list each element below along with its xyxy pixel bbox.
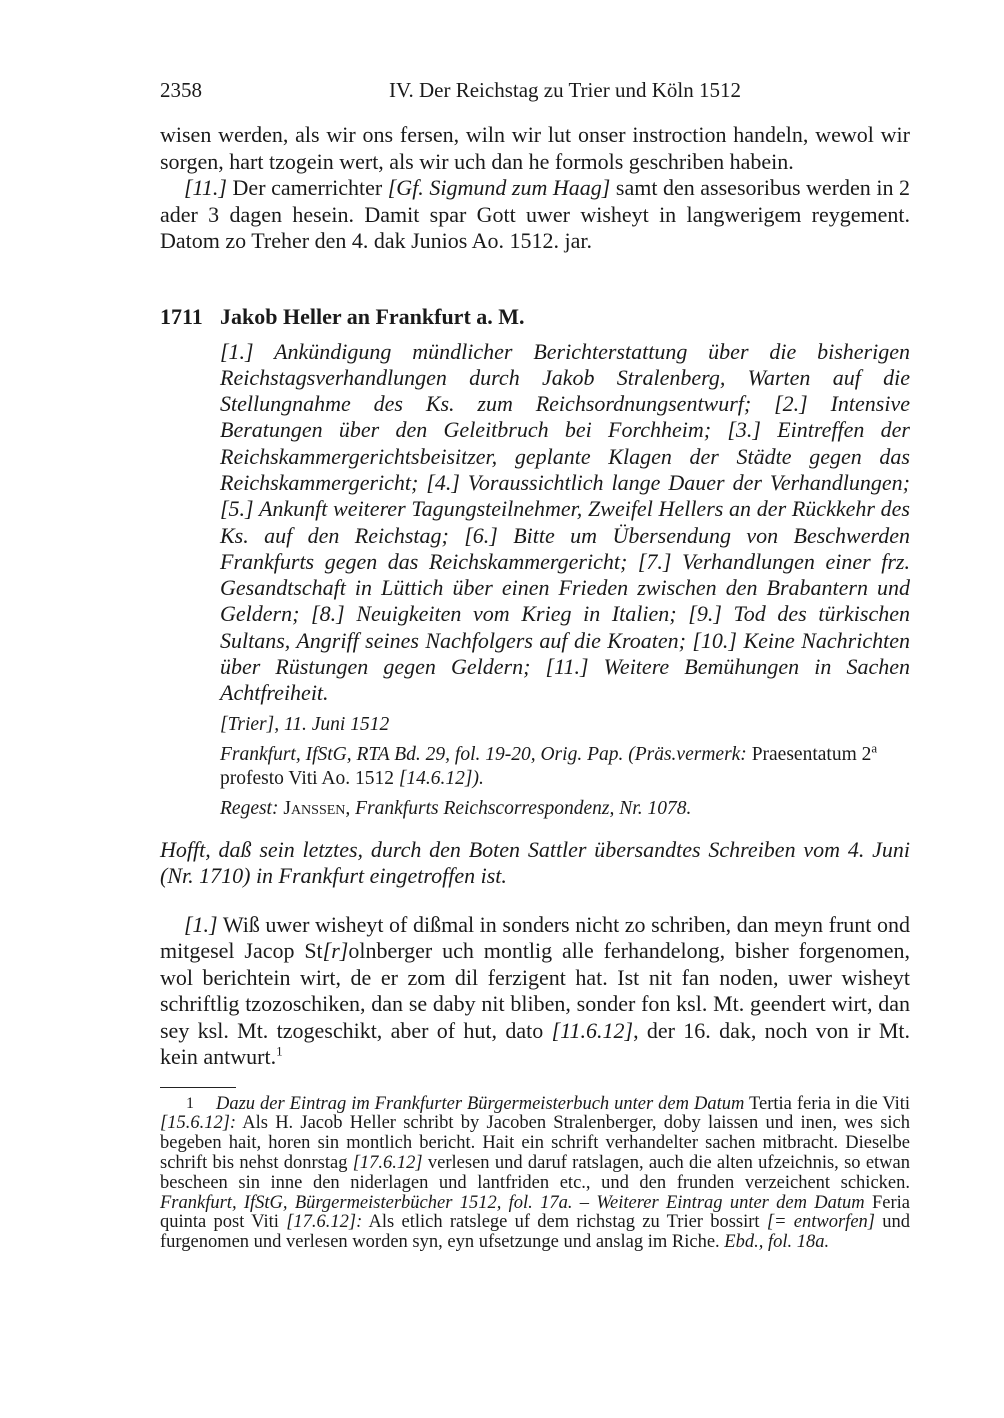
continuation-paragraph-1 (160, 122, 910, 175)
editorial-date: [11.6.12] (551, 1017, 634, 1043)
text-segment: olnberger uch montlig alle ferhandelong, bisher forgenomen, wol berichtein wirt, de er zom dil ferzigent hat. Ist nit fan noden, uwer wisheyt schriftlig tzozoschiken, dan se daby nit bliben, sonder fon ksl. Mt. geendert wirt, dan sey ksl. Mt. tzogeschikt, aber of hut, dato (160, 938, 910, 1043)
document-heading (160, 303, 910, 331)
footnote-italic: [= entworfen] (766, 1212, 875, 1233)
page-number: 2358 (160, 78, 202, 102)
editorial-note: [Gf. Sigmund zum Haag] (387, 175, 611, 200)
footnote-italic: Ebd., fol. 18a. (724, 1232, 830, 1253)
page (160, 78, 910, 1253)
footnote-italic: [17.6.12] (352, 1153, 423, 1174)
running-head (160, 78, 910, 108)
editorial-note: [r] (322, 938, 349, 964)
footnote-italic: Dazu der Eintrag im Frankfurter Bürgermeisterbuch unter dem Datum (216, 1093, 745, 1114)
document-date: [Trier], 11. Juni 1512 (220, 713, 390, 735)
footnote-reference: 1 (276, 1043, 283, 1059)
continuation-paragraph-2 (160, 175, 910, 255)
regest-label: Regest: (220, 797, 279, 819)
document-number: 1711 (160, 303, 203, 329)
source-note (220, 740, 910, 791)
regest-reference (220, 797, 910, 821)
source-text: Praesentatum 2 (746, 743, 872, 765)
footnote-text: Tertia feria in die Viti (744, 1093, 910, 1114)
regest-summary: [1.] Ankündigung mündlicher Berichterstattung über die bisherigen Reichstagsverhandlungen durch Jakob Stralenberg, Warten auf die Stellungnahme des Ks. zum Reichsordnungsentwurf; [2.] Intensive Beratungen über den Geleitbruch bei Forchheim; [3.] Eintreffen der Reichskammergerichtsbeisitzer, geplante Klagen der Städte gegen das Reichskammergericht; [4.] Voraussichtlich lange Dauer der Verhandlungen; [5.] Ankunft weiterer Tagungsteilnehmer, Zweifel Hellers an der Rückkehr des Ks. auf den Reichstag; [6.] Bitte um Übersendung von Beschwerden Frankfurts gegen das Reichskammergericht; [7.] Verhandlungen einer frz. Gesandtschaft in Lüttich über einen Frieden zwischen den Brabantern und Geldern; [8.] Neuigkeiten vom Krieg in Italien; [9.] Tod des türkischen Sultans, Angriff seines Nachfolgers auf die Kroaten; [10.] Keine Nachrichten über Rüstungen gegen Geldern; [11.] Weitere Bemühungen in Sachen Achtfreiheit. (220, 338, 910, 706)
footnote-italic: [15.6.12]: (160, 1113, 237, 1134)
footnote-text: Als H. Jacob Heller schribt by Jacoben Stralenberger, doby laissen und inen, wes sich begeben hait, horen sin montlich bericht. Hait ein schrift verhandelter sachen mitbracht. Dieselbe schrift bis nehst donrstag (160, 1113, 910, 1174)
running-title: IV. Der Reichstag zu Trier und Köln 1512 (389, 78, 741, 102)
footnote-italic: [17.6.12]: (286, 1212, 363, 1233)
footnote-text: verlesen und daruf ratslagen, auch die alten ufzeichnis, so etwan bescheen sin inne den niderlagen und lantfriden etc., und den frunden verzeichent schicken. (160, 1153, 910, 1193)
document-title: Jakob Heller an Frankfurt a. M. (220, 303, 525, 329)
regest-author: Janssen (278, 797, 346, 819)
regest-work: , Frankfurts Reichscorrespondenz, Nr. 1078. (345, 797, 692, 819)
source-archive: Frankfurt, IfStG, RTA Bd. 29, fol. 19-20, Orig. Pap. (Präs.vermerk: (220, 743, 747, 765)
paragraph-marker: [11.] (184, 175, 227, 200)
source-superscript: a (871, 740, 878, 756)
source-date: [14.6.12]). (398, 767, 484, 789)
paragraph-marker: [1.] (184, 911, 218, 937)
continuation-text: wisen werden, als wir ons fersen, wiln wir lut onser instroction handeln, wewol wir sorgen, hart tzogein wert, als wir uch dan he formols geschriben habein. (160, 122, 910, 174)
main-paragraph (160, 912, 910, 1071)
footnote-1 (160, 1094, 910, 1253)
text-segment: samt den assesoribus werden in 2 ader 3 dagen hesein. Damit spar Gott uwer wisheyt in langwerigem reygement. Datom zo Treher den 4. dak Junios Ao. 1512. jar. (160, 175, 910, 253)
footnote-number: 1 (186, 1094, 194, 1112)
text-segment: Wiß uwer wisheyt of dißmal in sonders nicht zo schriben, dan meyn frunt ond mitgesel Jacop St (160, 911, 910, 964)
footnote-italic: Frankfurt, IfStG, Bürgermeisterbücher 1512, fol. 17a. – Weiterer Eintrag unter dem Datum (160, 1192, 865, 1213)
footnote-text: und furgenomen und verlesen worden syn, eyn ufsetzunge und anslag im Riche. (160, 1212, 910, 1253)
text-segment: , der 16. dak, noch von ir Mt. kein antwurt. (160, 1017, 910, 1070)
footnote-rule (160, 1087, 236, 1088)
source-text: profesto Viti Ao. 1512 (220, 767, 399, 789)
footnote-text: Als etlich ratslege uf dem richstag zu Trier bossirt (362, 1212, 767, 1233)
intro-summary: Hofft, daß sein letztes, durch den Boten Sattler übersandtes Schreiben vom 4. Juni (Nr. 1710) in Frankfurt eingetroffen ist. (160, 836, 910, 889)
text-segment: Der camerrichter (227, 175, 388, 200)
footnote-text: Feria quinta post Viti (160, 1192, 910, 1233)
